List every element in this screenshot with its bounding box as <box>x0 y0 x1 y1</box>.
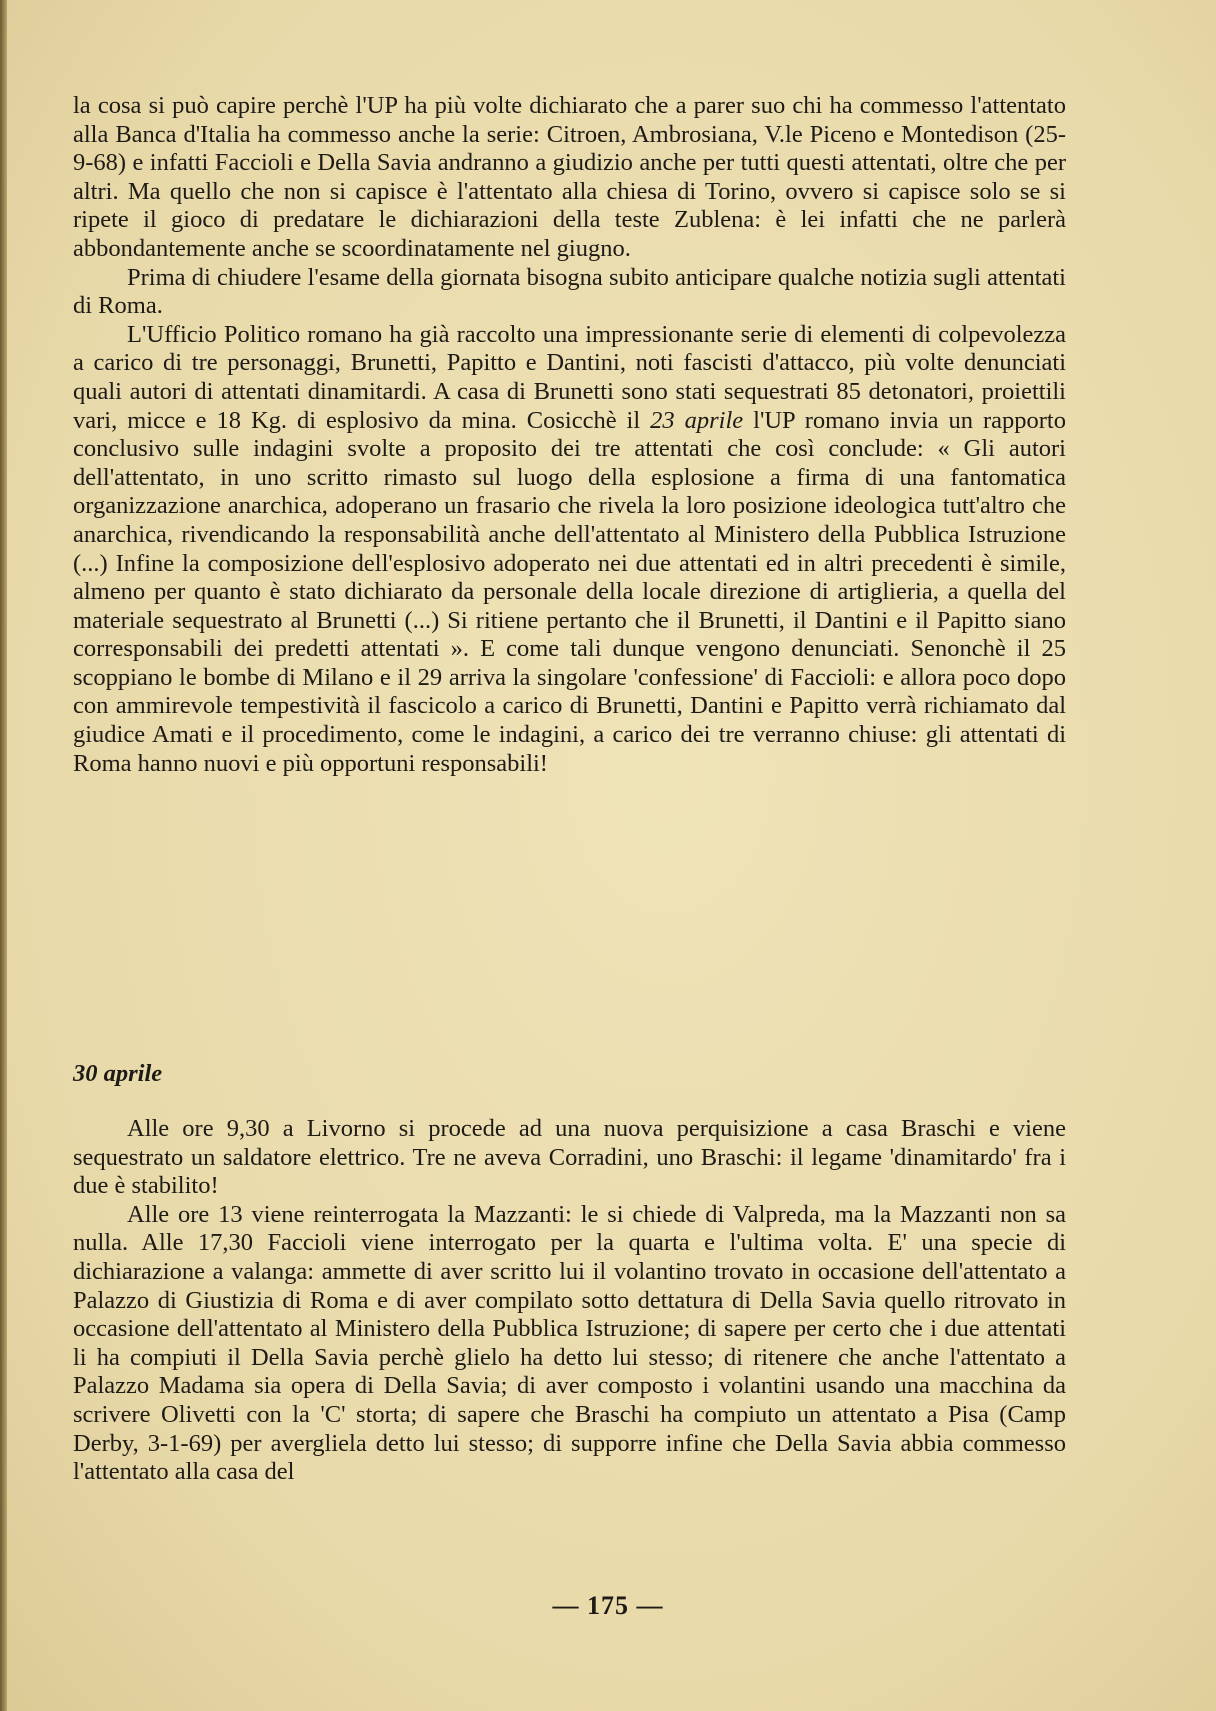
paragraph: Prima di chiudere l'esame della giornata bisogna subito anticipare qualche notizia sugli attentati di Roma. <box>73 263 1066 320</box>
paragraph: la cosa si può capire perchè l'UP ha più volte dichiarato che a parer suo chi ha commesso l'attentato alla Banca d'Italia ha commesso anche la serie: Citroen, Ambrosiana, V.le Piceno e Montedison (25-9-68) e infatti Faccioli e Della Savia andranno a giudizio anche per tutti questi attentati, oltre che per altri. Ma quello che non si capisce è l'attentato alla chiesa di Torino, ovvero si capisce solo se si ripete il gioco di predatare le dichiarazioni della teste Zublena: è lei infatti che ne parlerà abbondantemente anche se scoordinatamente nel giugno. <box>73 92 1066 262</box>
body-text <box>73 92 1066 778</box>
paragraph <box>73 321 1066 779</box>
inline-date: 23 aprile <box>650 406 744 434</box>
section-body-text <box>73 1115 1066 1487</box>
page-binding-edge <box>0 0 7 1711</box>
paragraph: Alle ore 9,30 a Livorno si procede ad una nuova perquisizione a casa Braschi e viene sequestrato un saldatore elettrico. Tre ne aveva Corradini, uno Braschi: il legame 'dinamitardo' fra i due è stabilito! <box>73 1115 1066 1200</box>
paragraph-text: l'UP romano invia un rapporto conclusivo sulle indagini svolte a proposito dei tre attentati che così conclude: « Gli autori dell'attentato, in uno scritto rimasto sul luogo della esplosione a firma di una fantomatica organizzazione anarchica, adoperano un frasario che rivela la loro posizione ideologica tutt'altro che anarchica, rivendicando la responsabilità anche dell'attentato al Ministero della Pubblica Istruzione (...) Infine la composizione dell'esplosivo adoperato nei due attentati ed in altri precedenti è simile, almeno per quanto è stato dichiarato da personale della locale direzione di artiglieria, a quella del materiale sequestrato al Brunetti (...) Si ritiene pertanto che il Brunetti, il Dantini e il Papitto siano corresponsabili dei predetti attentati ». E come tali dunque vengono denunciati. Senonchè il 25 scoppiano le bombe di Milano e il 29 arriva la singolare 'confessione' di Faccioli: e allora poco dopo con ammirevole tempestività il fascicolo a carico di Brunetti, Dantini e Papitto verrà richiamato dal giudice Amati e il procedimento, come le indagini, a carico dei tre verranno chiuse: gli attentati di Roma hanno nuovi e più opportuni responsabili! <box>73 406 1066 777</box>
section-date-heading: 30 aprile <box>73 1060 163 1087</box>
paragraph-text: L'Ufficio Politico romano ha già raccolto una impressionante serie di elementi di colpevolezza a carico di tre personaggi, Brunetti, Papitto e Dantini, noti fascisti d'attacco, più volte denunciati quali autori di attentati dinamitardi. A casa di Brunetti sono stati sequestrati 85 detonatori, proiettili vari, micce e 18 Kg. di esplosivo da mina. Cosicchè il <box>73 320 1066 434</box>
page-number: — 175 — <box>552 1591 664 1620</box>
paragraph: Alle ore 13 viene reinterrogata la Mazzanti: le si chiede di Valpreda, ma la Mazzanti non sa nulla. Alle 17,30 Faccioli viene interrogato per la quarta e l'ultima volta. E' una specie di dichiarazione a valanga: ammette di aver scritto lui il volantino trovato in occasione dell'attentato a Palazzo di Giustizia di Roma e di aver compilato sotto dettatura di Della Savia quello ritrovato in occasione dell'attentato al Ministero della Pubblica Istruzione; di sapere per certo che i due attentati li ha compiuti il Della Savia perchè glielo ha detto lui stesso; di ritenere che anche l'attentato a Palazzo Madama sia opera di Della Savia; di aver composto i volantini usando una macchina da scrivere Olivetti con la 'C' storta; di sapere che Braschi ha compiuto un attentato a Pisa (Camp Derby, 3-1-69) per avergliela detto lui stesso; di supporre infine che Della Savia abbia commesso l'attentato alla casa del <box>73 1200 1066 1486</box>
